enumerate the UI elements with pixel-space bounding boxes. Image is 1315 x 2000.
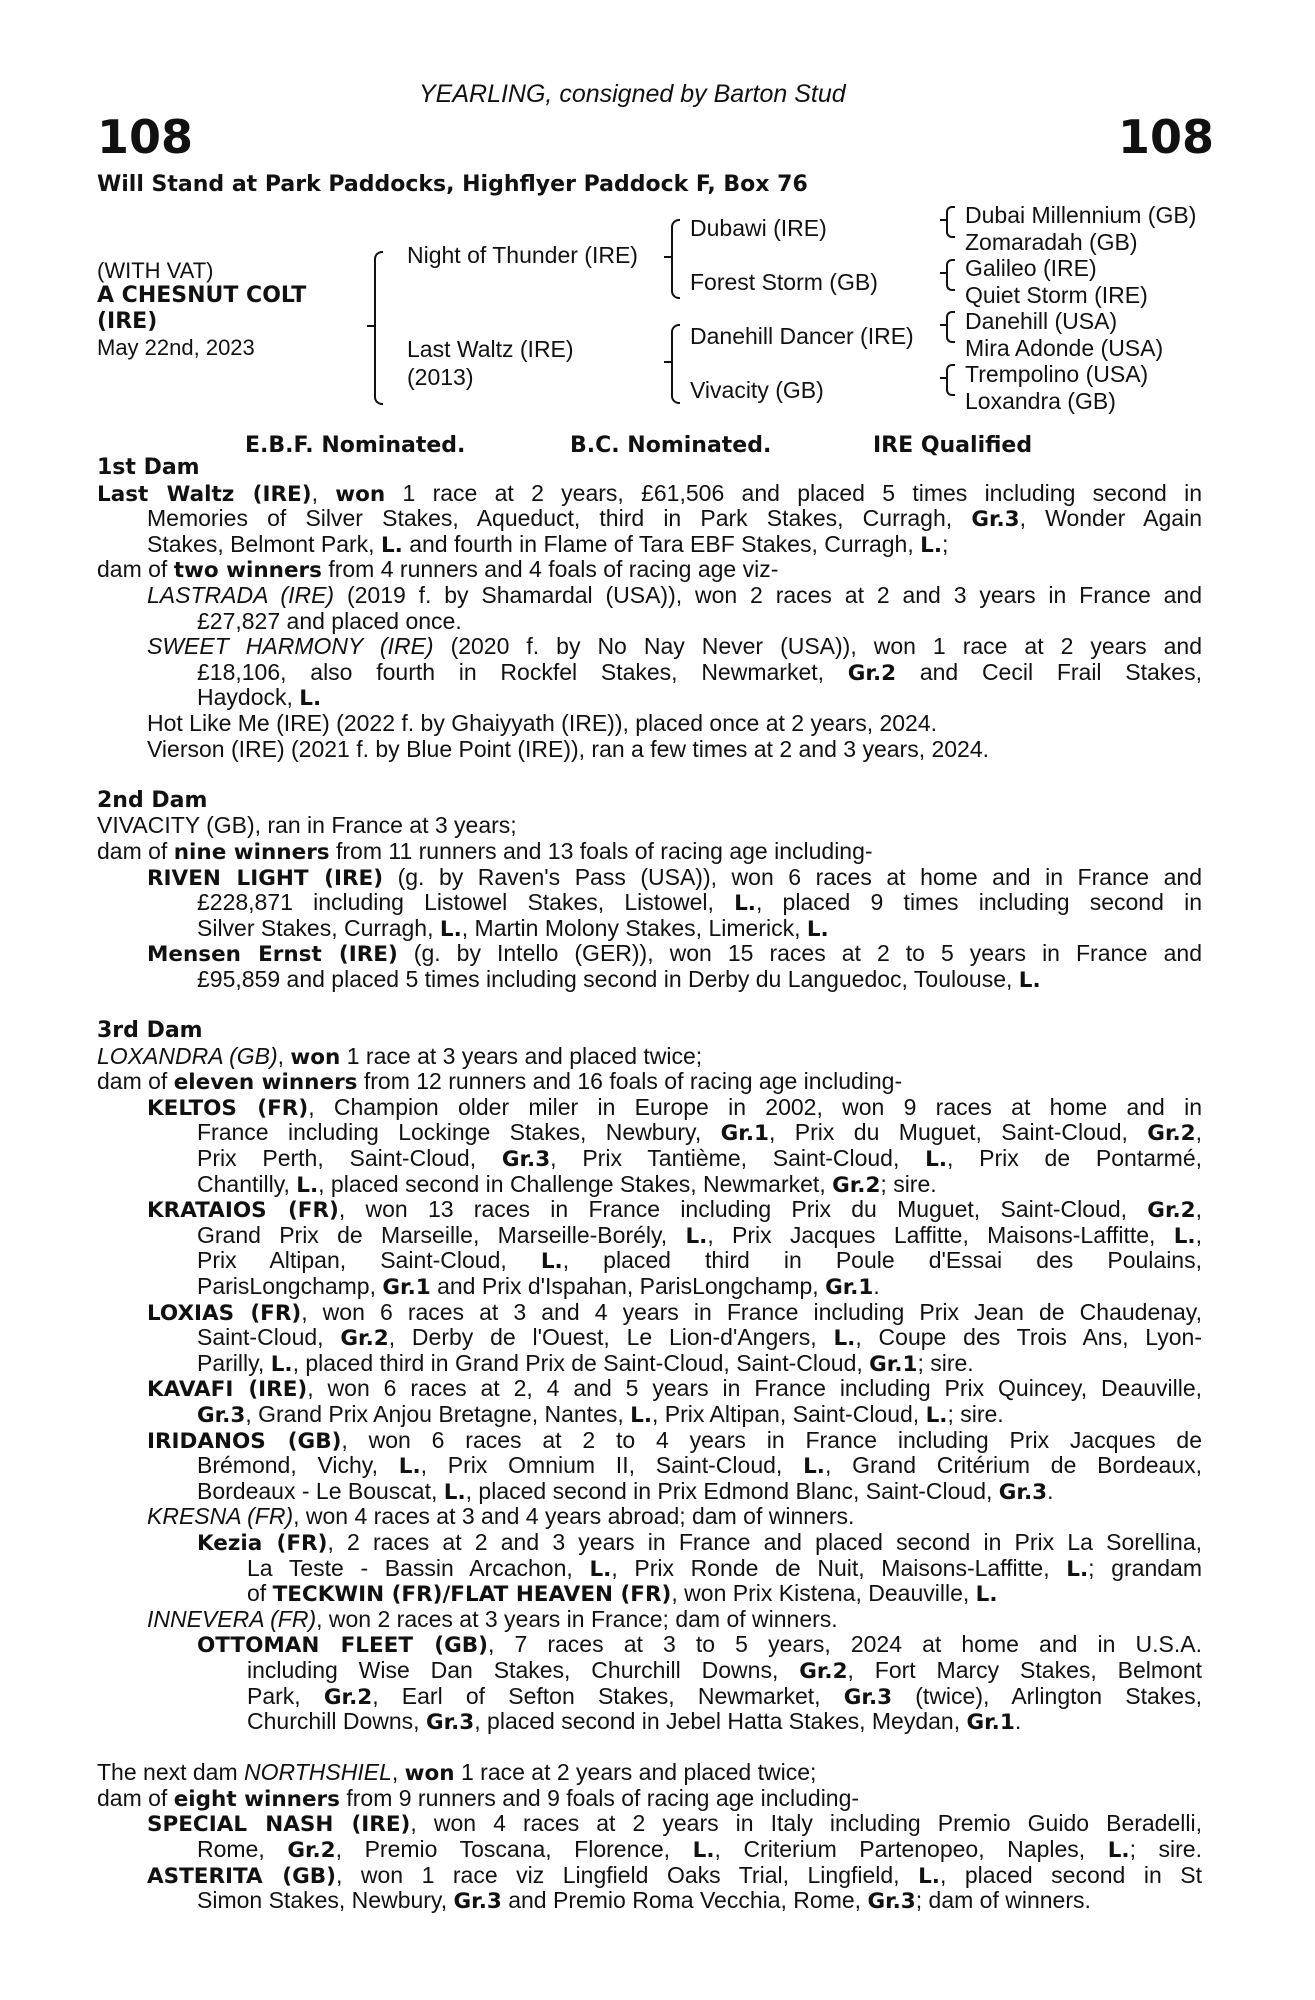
bold-text: KELTOS (FR) — [147, 1095, 309, 1121]
text-run: , won 4 races at 2 years in Italy including Premio Guido Beradelli, — [410, 1810, 1202, 1837]
text-run: . — [1047, 1477, 1054, 1504]
text-run: Churchill Downs, — [247, 1708, 426, 1735]
stabling-location: Will Stand at Park Paddocks, Highflyer Paddock F, Box 76 — [97, 172, 808, 197]
text-run: ; — [942, 530, 949, 557]
text-run: . — [873, 1273, 880, 1299]
vat-note: (WITH VAT) — [97, 258, 214, 283]
text-run: Prix Perth, Saint-Cloud, — [197, 1145, 502, 1172]
next-dam-line — [97, 1811, 1202, 1837]
first-dam-line — [97, 557, 1202, 583]
italic-text: LASTRADA (IRE) — [147, 581, 335, 608]
pedigree-dam: Last Waltz (IRE) — [407, 336, 574, 362]
bold-text: LOXIAS (FR) — [147, 1300, 302, 1326]
first-dam-line — [97, 634, 1202, 660]
third-dam-line — [97, 1274, 1202, 1300]
pedigree-ggp-8: Loxandra (GB) — [965, 388, 1116, 414]
bold-text: L. — [685, 1223, 708, 1249]
bold-text: L. — [918, 1863, 940, 1889]
text-run: , Prix Tantième, Saint-Cloud, — [550, 1145, 926, 1172]
bold-text: Gr.3 — [197, 1402, 246, 1428]
third-dam-line — [97, 1095, 1202, 1121]
text-run: Haydock, — [197, 684, 300, 711]
bold-text: SPECIAL NASH (IRE) — [147, 1812, 411, 1838]
second-dam-line — [97, 967, 1202, 993]
pedigree-brace-sire-line — [671, 219, 680, 299]
next-dam-section — [97, 1760, 1202, 1914]
second-dam-line — [97, 839, 1202, 865]
bold-text: Gr.3 — [998, 1479, 1048, 1505]
text-run: and Cecil Frail Stakes, — [896, 658, 1202, 685]
bold-text: L. — [1107, 1838, 1130, 1864]
lot-number-left: 108 — [97, 110, 194, 164]
pedigree-ggp-2: Zomaradah (GB) — [965, 229, 1138, 255]
italic-text: SWEET HARMONY (IRE) — [147, 633, 434, 660]
text-run: (2020 f. by No Nay Never (USA)), won 1 race at 2 years and — [433, 633, 1202, 660]
text-run: £18,106, also fourth in Rockfel Stakes, Newmarket, — [197, 658, 848, 685]
third-dam-line — [97, 1248, 1202, 1274]
bold-text: L. — [734, 891, 756, 917]
pedigree-brace-sire-line-point — [664, 256, 672, 258]
third-dam-line — [97, 1428, 1202, 1454]
second-dam-line — [97, 916, 1202, 942]
pedigree-dam-sire: Danehill Dancer (IRE) — [690, 323, 914, 349]
first-dam-line — [97, 609, 1202, 635]
bold-text: won — [404, 1761, 455, 1787]
pedigree-ggp-4: Quiet Storm (IRE) — [965, 282, 1148, 308]
text-run: , won 13 races in France including Prix du Muguet, Saint-Cloud, — [338, 1196, 1148, 1223]
italic-text: INNEVERA (FR) — [147, 1605, 317, 1632]
text-run: , won 2 races at 3 years in France; dam of winners. — [316, 1605, 838, 1632]
bold-text: L. — [540, 1249, 563, 1275]
bold-text: L. — [806, 916, 829, 942]
text-run: Hot Like Me (IRE) (2022 f. by Ghaiyyath (IRE)), placed once at 2 years, 2024. — [147, 709, 938, 736]
text-run: 1 race at 2 years and placed twice; — [454, 1759, 817, 1786]
text-run: , Wonder Again — [1019, 505, 1202, 532]
first-dam-line — [97, 737, 1202, 763]
bold-text: Mensen Ernst (IRE) — [147, 942, 398, 968]
bold-text: Gr.3 — [971, 507, 1020, 533]
second-dam-section — [97, 813, 1202, 992]
bold-text: Gr.2 — [1147, 1198, 1196, 1224]
text-run: , placed second in St — [939, 1861, 1202, 1888]
text-run: Brémond, Vichy, — [197, 1452, 399, 1479]
third-dam-line — [97, 1376, 1202, 1402]
bold-text: Gr.2 — [323, 1684, 373, 1710]
text-run: , — [1195, 1221, 1202, 1248]
text-run: Simon Stakes, Newbury, — [197, 1887, 454, 1914]
text-run: including Wise Dan Stakes, Churchill Downs, — [247, 1656, 800, 1683]
third-dam-line — [97, 1197, 1202, 1223]
bold-text: KAVAFI (IRE) — [147, 1377, 308, 1403]
text-run: (twice), Arlington Stakes, — [892, 1682, 1202, 1709]
first-dam-line — [97, 532, 1202, 558]
text-run: dam of — [97, 1068, 174, 1095]
bold-text: L. — [443, 1479, 466, 1505]
pedigree-ggp-5: Danehill (USA) — [965, 308, 1118, 334]
yearling-subtitle: YEARLING, consigned by Barton Stud — [419, 80, 846, 108]
pedigree-brace-danehill-dancer — [946, 311, 955, 343]
bc-nomination: B.C. Nominated. — [570, 433, 772, 458]
text-run: , Prix Jacques Laffitte, Maisons-Laffitte, — [707, 1221, 1174, 1248]
text-run: ; sire. — [947, 1400, 1004, 1427]
bold-text: L. — [692, 1838, 715, 1864]
pedigree-dam-year: (2013) — [407, 364, 474, 390]
bold-text: won — [335, 481, 386, 507]
bold-text: RIVEN LIGHT (IRE) — [147, 865, 384, 891]
bold-text: Gr.2 — [1147, 1121, 1196, 1147]
text-run: Memories of Silver Stakes, Aqueduct, third in Park Stakes, Curragh, — [147, 505, 972, 532]
text-run: , placed third in Poule d'Essai des Poulains, — [562, 1247, 1202, 1274]
text-run: , — [391, 1759, 405, 1786]
text-run: , placed second in Jebel Hatta Stakes, Meydan, — [474, 1708, 967, 1735]
text-run: ; dam of winners. — [915, 1887, 1091, 1914]
next-dam-line — [97, 1888, 1202, 1914]
text-run: , placed 9 times including second in — [755, 889, 1202, 916]
second-dam-heading: 2nd Dam — [97, 787, 208, 813]
bold-text: L. — [439, 916, 462, 942]
pedigree-ggp-6: Mira Adonde (USA) — [965, 335, 1164, 361]
bold-text: Gr.1 — [720, 1121, 769, 1147]
bold-text: Gr.3 — [867, 1889, 916, 1915]
text-run: (g. by Raven's Pass (USA)), won 6 races at home and in France and — [383, 863, 1203, 890]
text-run: The next dam — [97, 1759, 245, 1786]
pedigree-brace-generation-1 — [374, 251, 383, 405]
italic-text: NORTHSHIEL — [244, 1759, 392, 1786]
text-run: , Grand Critérium de Bordeaux, — [824, 1452, 1202, 1479]
bold-text: L. — [803, 1454, 825, 1480]
text-run: , placed second in Prix Edmond Blanc, Saint-Cloud, — [465, 1477, 999, 1504]
bold-text: Gr.1 — [966, 1710, 1015, 1736]
text-run: ; grandam — [1088, 1554, 1203, 1581]
third-dam-line — [97, 1684, 1202, 1710]
text-run: dam of — [97, 1784, 174, 1811]
bold-text: Gr.1 — [869, 1351, 918, 1377]
horse-name-country: (IRE) — [97, 309, 158, 334]
third-dam-line — [97, 1504, 1202, 1530]
second-dam-line — [97, 890, 1202, 916]
pedigree-sire-sire: Dubawi (IRE) — [690, 215, 827, 241]
text-run: , Criterium Partenopeo, Naples, — [714, 1836, 1108, 1863]
text-run: dam of — [97, 837, 174, 864]
bold-text: OTTOMAN FLEET (GB) — [197, 1633, 488, 1659]
bold-text: L. — [380, 532, 403, 558]
text-run: , Premio Toscana, Florence, — [335, 1836, 693, 1863]
pedigree-brace-forest-storm — [946, 259, 955, 291]
text-run: La Teste - Bassin Arcachon, — [247, 1554, 590, 1581]
third-dam-line — [97, 1351, 1202, 1377]
italic-text: LOXANDRA (GB) — [97, 1042, 278, 1069]
text-run: 1 race at 2 years, £61,506 and placed 5 times including second in — [385, 479, 1203, 506]
horse-name: A CHESNUT COLT — [97, 283, 307, 308]
pedigree-brace-dubawi-point — [940, 219, 946, 221]
bold-text: Gr.3 — [843, 1684, 893, 1710]
second-dam-line — [97, 813, 1202, 839]
ire-qualification: IRE Qualified — [873, 433, 1033, 458]
first-dam-line — [97, 660, 1202, 686]
text-run: , 7 races at 3 to 5 years, 2024 at home and in U.S.A. — [487, 1631, 1202, 1658]
text-run: and Premio Roma Vecchia, Rome, — [501, 1887, 868, 1914]
foaling-date: May 22nd, 2023 — [97, 335, 255, 360]
bold-text: Last Waltz (IRE) — [97, 481, 312, 507]
first-dam-heading: 1st Dam — [97, 455, 200, 480]
text-run: Chantilly, — [197, 1170, 297, 1197]
text-run: (g. by Intello (GER)), won 15 races at 2 to 5 years in France and — [397, 940, 1202, 967]
text-run: £95,859 and placed 5 times including second in Derby du Languedoc, Toulouse, — [197, 965, 1019, 992]
ebf-nomination: E.B.F. Nominated. — [245, 433, 466, 458]
pedigree-brace-danehill-dancer-point — [940, 324, 946, 326]
bold-text: L. — [296, 1172, 319, 1198]
next-dam-line — [97, 1837, 1202, 1863]
bold-text: L. — [299, 686, 322, 712]
second-dam-line — [97, 941, 1202, 967]
third-dam-line — [97, 1069, 1202, 1095]
text-run: Silver Stakes, Curragh, — [197, 914, 440, 941]
third-dam-line — [97, 1120, 1202, 1146]
pedigree-dam-dam: Vivacity (GB) — [690, 377, 824, 403]
bold-text: IRIDANOS (GB) — [147, 1428, 342, 1454]
text-run: , 2 races at 2 and 3 years in France and placed second in Prix La Sorellina, — [327, 1528, 1203, 1555]
bold-text: L. — [1018, 967, 1041, 993]
third-dam-heading: 3rd Dam — [97, 1018, 203, 1044]
text-run: dam of — [97, 556, 174, 583]
text-run: , won 6 races at 2 to 4 years in France including Prix Jacques de — [341, 1426, 1203, 1453]
text-run: . — [1014, 1708, 1022, 1735]
text-run: , Fort Marcy Stakes, Belmont — [847, 1656, 1202, 1683]
first-dam-line — [97, 506, 1202, 532]
text-run: , won 4 races at 3 and 4 years abroad; dam of winners. — [293, 1503, 855, 1530]
bold-text: eleven winners — [173, 1070, 358, 1096]
first-dam-line — [97, 685, 1202, 711]
section-spacer — [97, 762, 1202, 788]
bold-text: Gr.3 — [501, 1147, 551, 1173]
third-dam-line — [97, 1632, 1202, 1658]
bold-text: L. — [398, 1454, 421, 1480]
third-dam-line — [97, 1223, 1202, 1249]
text-run: ; sire. — [880, 1170, 937, 1197]
bold-text: L. — [975, 1582, 998, 1608]
text-run: from 9 runners and 9 foals of racing age including- — [339, 1784, 860, 1811]
bold-text: two winners — [173, 558, 322, 584]
text-run: (2019 f. by Shamardal (USA)), won 2 races at 2 and 3 years in France and — [334, 581, 1202, 608]
third-dam-line — [97, 1607, 1202, 1633]
text-run: , Prix du Muguet, Saint-Cloud, — [768, 1119, 1148, 1146]
third-dam-line — [97, 1530, 1202, 1556]
pedigree-ggp-3: Galileo (IRE) — [965, 255, 1097, 281]
text-run: , placed second in Challenge Stakes, Newmarket, — [318, 1170, 833, 1197]
text-run: Grand Prix de Marseille, Marseille-Borély, — [197, 1221, 686, 1248]
text-run: , Grand Prix Anjou Bretagne, Nantes, — [245, 1400, 631, 1427]
text-run: , Prix de Pontarmé, — [947, 1145, 1202, 1172]
text-run: , Coupe des Trois Ans, Lyon- — [855, 1324, 1202, 1351]
text-run: ; sire. — [917, 1349, 974, 1376]
third-dam-line — [97, 1479, 1202, 1505]
bold-text: L. — [925, 1147, 947, 1173]
text-run: 1 race at 3 years and placed twice; — [340, 1042, 703, 1069]
text-run: , won 1 race viz Lingfield Oaks Trial, Lingfield, — [335, 1861, 919, 1888]
bold-text: Gr.2 — [832, 1172, 881, 1198]
third-dam-line — [97, 1300, 1202, 1326]
first-dam-section — [97, 481, 1202, 763]
bold-text: eight winners — [173, 1786, 340, 1812]
text-run: , Prix Ronde de Nuit, Maisons-Laffitte, — [611, 1554, 1067, 1581]
pedigree-brace-dubawi — [946, 206, 955, 238]
pedigree-brace-dam-line-point — [664, 361, 672, 363]
section-spacer — [97, 1735, 1202, 1761]
third-dam-line — [97, 1453, 1202, 1479]
third-dam-line — [97, 1658, 1202, 1684]
text-run: Parilly, — [197, 1349, 271, 1376]
bold-text: Gr.2 — [799, 1658, 848, 1684]
pedigree-brace-generation-1-point — [367, 325, 375, 327]
text-run: , — [311, 479, 336, 506]
pedigree-brace-forest-storm-point — [940, 272, 946, 274]
first-dam-line — [97, 583, 1202, 609]
bold-text: L. — [630, 1402, 653, 1428]
text-run: of — [247, 1580, 273, 1607]
text-run: and fourth in Flame of Tara EBF Stakes, Curragh, — [402, 530, 921, 557]
third-dam-line — [97, 1325, 1202, 1351]
italic-text: KRESNA (FR) — [147, 1503, 294, 1530]
text-run: Rome, — [197, 1836, 288, 1863]
text-run: and Prix d'Ispahan, ParisLongchamp, — [430, 1273, 826, 1299]
first-dam-line — [97, 711, 1202, 737]
pedigree-sire: Night of Thunder (IRE) — [407, 242, 638, 268]
text-run: , Prix Altipan, Saint-Cloud, — [652, 1400, 926, 1427]
bold-text: Gr.2 — [847, 660, 897, 686]
text-run: , won 6 races at 3 and 4 years in France including Prix Jean de Chaudenay, — [301, 1298, 1202, 1325]
bold-text: Gr.1 — [825, 1275, 874, 1300]
third-dam-line — [97, 1402, 1202, 1428]
text-run: , Earl of Sefton Stakes, Newmarket, — [372, 1682, 844, 1709]
text-run: VIVACITY (GB), ran in France at 3 years; — [97, 812, 517, 839]
bold-text: L. — [833, 1326, 856, 1352]
text-run: , Prix Omnium II, Saint-Cloud, — [420, 1452, 804, 1479]
second-dam-line — [97, 865, 1202, 891]
bold-text: KRATAIOS (FR) — [147, 1198, 339, 1224]
third-dam-line — [97, 1172, 1202, 1198]
bold-text: Kezia (FR) — [197, 1530, 328, 1556]
text-run: Vierson (IRE) (2021 f. by Blue Point (IRE)), ran a few times at 2 and 3 years, 2024. — [147, 735, 990, 762]
text-run: , — [1195, 1196, 1202, 1223]
third-dam-line — [97, 1146, 1202, 1172]
lot-number-right: 108 — [1118, 110, 1215, 164]
bold-text: L. — [589, 1556, 612, 1582]
text-run: Prix Altipan, Saint-Cloud, — [197, 1247, 541, 1274]
next-dam-line — [97, 1863, 1202, 1889]
text-run: , won Prix Kistena, Deauville, — [671, 1580, 976, 1607]
text-run: , Champion older miler in Europe in 2002, won 9 races at home and in — [308, 1093, 1203, 1120]
text-run: from 11 runners and 13 foals of racing age including- — [329, 837, 873, 864]
text-run: £228,871 including Listowel Stakes, Listowel, — [197, 889, 735, 916]
text-run: , — [277, 1042, 291, 1069]
pedigree-brace-dam-line — [671, 324, 680, 404]
bold-text: L. — [925, 1402, 948, 1428]
text-run: , won 6 races at 2, 4 and 5 years in France including Prix Quincey, Deauville, — [307, 1375, 1202, 1402]
text-run: ParisLongchamp, — [197, 1273, 383, 1299]
text-run: Park, — [247, 1682, 324, 1709]
pedigree-ggp-7: Trempolino (USA) — [965, 361, 1149, 387]
text-run: , — [1195, 1119, 1202, 1146]
text-run: , Martin Molony Stakes, Limerick, — [461, 914, 807, 941]
text-run: France including Lockinge Stakes, Newbury, — [197, 1119, 721, 1146]
pedigree-ggp-1: Dubai Millennium (GB) — [965, 202, 1197, 228]
pedigree-brace-vivacity — [946, 364, 955, 396]
third-dam-line — [97, 1556, 1202, 1582]
bold-text: Gr.2 — [287, 1838, 336, 1864]
produce-record — [97, 455, 1202, 1914]
pedigree-brace-vivacity-point — [940, 377, 946, 379]
third-dam-line — [97, 1709, 1202, 1735]
bold-text: won — [290, 1044, 341, 1070]
bold-text: Gr.3 — [425, 1710, 475, 1736]
section-spacer — [97, 992, 1202, 1018]
third-dam-section — [97, 1044, 1202, 1735]
bold-text: Gr.2 — [340, 1326, 389, 1352]
third-dam-line — [97, 1044, 1202, 1070]
third-dam-line — [97, 1581, 1202, 1607]
bold-text: nine winners — [173, 839, 330, 865]
bold-text: Gr.1 — [382, 1275, 431, 1300]
bold-text: L. — [1066, 1556, 1089, 1582]
bold-text: Gr.3 — [453, 1889, 502, 1915]
next-dam-line — [97, 1786, 1202, 1812]
first-dam-line — [97, 481, 1202, 507]
text-run: from 12 runners and 16 foals of racing age including- — [357, 1068, 903, 1095]
text-run: £27,827 and placed once. — [197, 607, 462, 634]
text-run: , placed third in Grand Prix de Saint-Cloud, Saint-Cloud, — [292, 1349, 870, 1376]
text-run: , Derby de l'Ouest, Le Lion-d'Angers, — [388, 1324, 834, 1351]
pedigree-sire-dam: Forest Storm (GB) — [690, 269, 878, 295]
text-run: from 4 runners and 4 foals of racing age viz- — [321, 556, 779, 583]
bold-text: TECKWIN (FR)/FLAT HEAVEN (FR) — [272, 1582, 672, 1608]
bold-text: ASTERITA (GB) — [147, 1863, 336, 1889]
text-run: Stakes, Belmont Park, — [147, 530, 381, 557]
text-run: Saint-Cloud, — [197, 1324, 341, 1351]
bold-text: L. — [270, 1351, 293, 1377]
text-run: ; sire. — [1129, 1836, 1202, 1863]
bold-text: L. — [920, 532, 943, 558]
next-dam-line — [97, 1760, 1202, 1786]
bold-text: L. — [1173, 1223, 1196, 1249]
text-run: Bordeaux - Le Bouscat, — [197, 1477, 444, 1504]
